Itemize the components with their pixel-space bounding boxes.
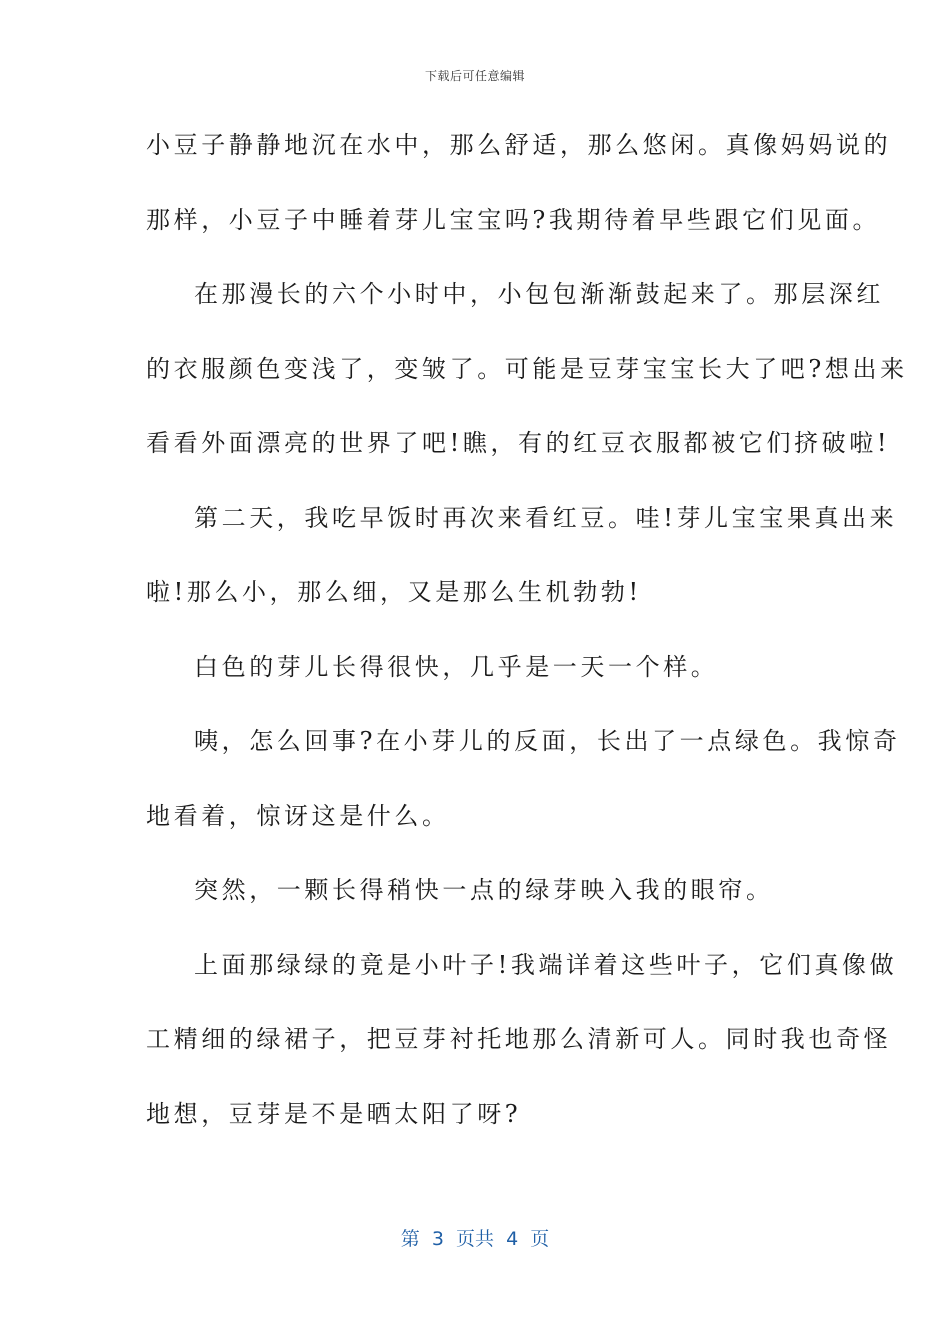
text-line: 看看外面漂亮的世界了吧!瞧，有的红豆衣服都被它们挤破啦! <box>146 429 891 457</box>
text-line: 那样，小豆子中睡着芽儿宝宝吗?我期待着早些跟它们见面。 <box>146 205 881 234</box>
text-line: 小豆子静静地沉在水中，那么舒适，那么悠闲。真像妈妈说的 <box>146 131 892 159</box>
text-line: 上面那绿绿的竟是小叶子!我端详着这些叶子，它们真像做 <box>194 950 898 979</box>
text-line: 在那漫长的六个小时中，小包包渐渐鼓起来了。那层深红 <box>194 280 884 308</box>
text-line: 突然，一颗长得稍快一点的绿芽映入我的眼帘。 <box>194 876 774 904</box>
text-line: 第二天，我吃早饭时再次来看红豆。哇!芽儿宝宝果真出来 <box>194 503 898 532</box>
text-line: 地看着，惊讶这是什么。 <box>146 801 450 830</box>
text-line: 白色的芽儿长得很快，几乎是一天一个样。 <box>194 652 719 681</box>
text-line: 工精细的绿裙子，把豆芽衬托地那么清新可人。同时我也奇怪 <box>146 1025 892 1053</box>
document-body <box>146 120 908 1163</box>
text-line: 啦!那么小，那么细，又是那么生机勃勃! <box>146 578 642 606</box>
text-line: 咦，怎么回事?在小芽儿的反面，长出了一点绿色。我惊奇 <box>194 727 901 755</box>
text-line: 的衣服颜色变浅了，变皱了。可能是豆芽宝宝长大了吧?想出来 <box>146 354 908 383</box>
page-number-footer: 第 3 页共 4 页 <box>400 1228 550 1250</box>
page-header: 下载后可任意编辑 <box>424 69 525 83</box>
text-line: 地想，豆芽是不是晒太阳了呀? <box>146 1099 522 1128</box>
